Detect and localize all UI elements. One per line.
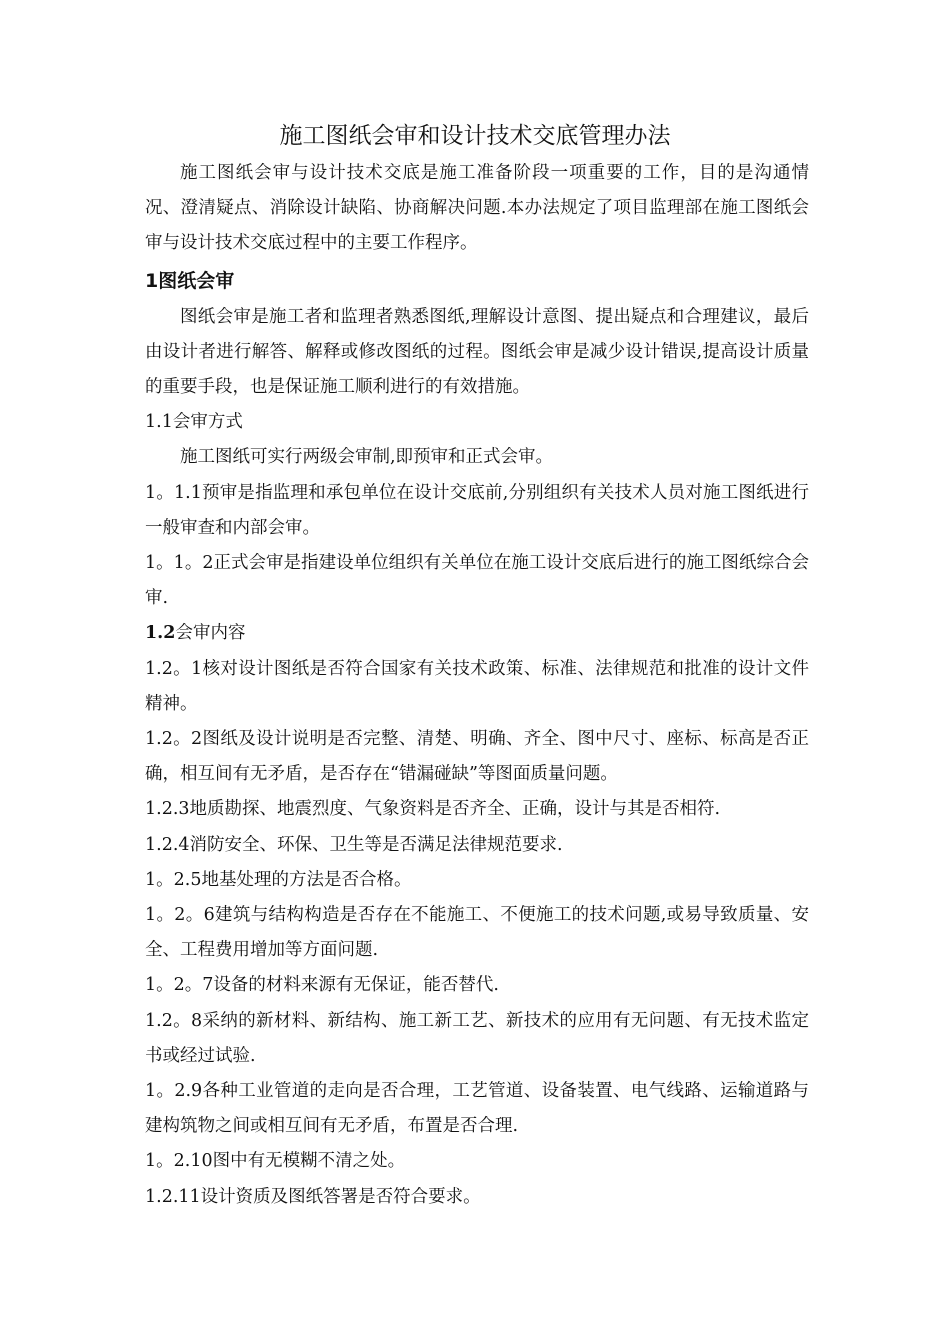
list-item-1-2-11: 1.2.11设计资质及图纸答署是否符合要求。 — [145, 1186, 481, 1207]
section-1-1-heading: 1.1会审方式 — [145, 412, 243, 433]
section-1-paragraph: 图纸会审是施工者和监理者熟悉图纸,理解设计意图、提出疑点和合理建议，最后由设计者进行解答、解释或修改图纸的过程。图纸会审是减少设计错误,提高设计质量的重要手段，也是保证施工顺利进行的有效措施。 — [145, 306, 809, 398]
list-item-1-1-1: 1。1.1预审是指监理和承包单位在设计交底前,分别组织有关技术人员对施工图纸进行一般审查和内部会审。 — [145, 482, 809, 538]
list-item-1-2-1: 1.2。1核对设计图纸是否符合国家有关技术政策、标准、法律规范和批准的设计文件精神。 — [145, 658, 809, 714]
list-item-1-2-3: 1.2.3地质勘探、地震烈度、气象资料是否齐全、正确，设计与其是否相符. — [145, 799, 721, 820]
list-item-1-1-2: 1。1。2正式会审是指建设单位组织有关单位在施工设计交底后进行的施工图纸综合会审. — [145, 553, 809, 609]
section-1-2-title: 会审内容 — [175, 623, 246, 644]
intro-paragraph: 施工图纸会审与设计技术交底是施工准备阶段一项重要的工作，目的是沟通情况、澄清疑点、消除设计缺陷、协商解决问题.本办法规定了项目监理部在施工图纸会审与设计技术交底过程中的主要工作程序。 — [145, 163, 809, 254]
list-item-1-2-6: 1。2。6建筑与结构构造是否存在不能施工、不便施工的技术问题,或易导致质量、安全、工程费用增加等方面问题. — [145, 905, 809, 961]
list-item-1-2-4: 1.2.4消防安全、环保、卫生等是否满足法律规范要求. — [145, 834, 563, 855]
section-1-heading: 1图纸会审 — [145, 269, 235, 292]
list-item-1-2-8: 1.2。8采纳的新材料、新结构、施工新工艺、新技术的应用有无问题、有无技术监定书或经过试验. — [145, 1010, 809, 1066]
section-1-1-paragraph: 施工图纸可实行两级会审制,即预审和正式会审。 — [180, 447, 554, 468]
list-item-1-2-10: 1。2.10图中有无模糊不清之处。 — [145, 1151, 406, 1172]
list-item-1-2-2: 1.2。2图纸及设计说明是否完整、清楚、明确、齐全、图中尺寸、座标、标高是否正确，相互间有无矛盾，是否存在“错漏碰缺”等图面质量问题。 — [145, 729, 809, 785]
section-1-2-heading — [145, 616, 809, 651]
document-title: 施工图纸会审和设计技术交底管理办法 — [279, 123, 671, 149]
list-item-1-2-7: 1。2。7设备的材料来源有无保证，能否替代. — [145, 975, 499, 996]
list-item-1-2-9: 1。2.9各种工业管道的走向是否合理，工艺管道、设备装置、电气线路、运输道路与建构筑物之间或相互间有无矛盾，布置是否合理. — [145, 1081, 809, 1137]
document-body — [145, 156, 809, 1215]
list-item-1-2-5: 1。2.5地基处理的方法是否合格。 — [145, 869, 412, 890]
section-1-2-number: 1.2 — [145, 623, 176, 644]
